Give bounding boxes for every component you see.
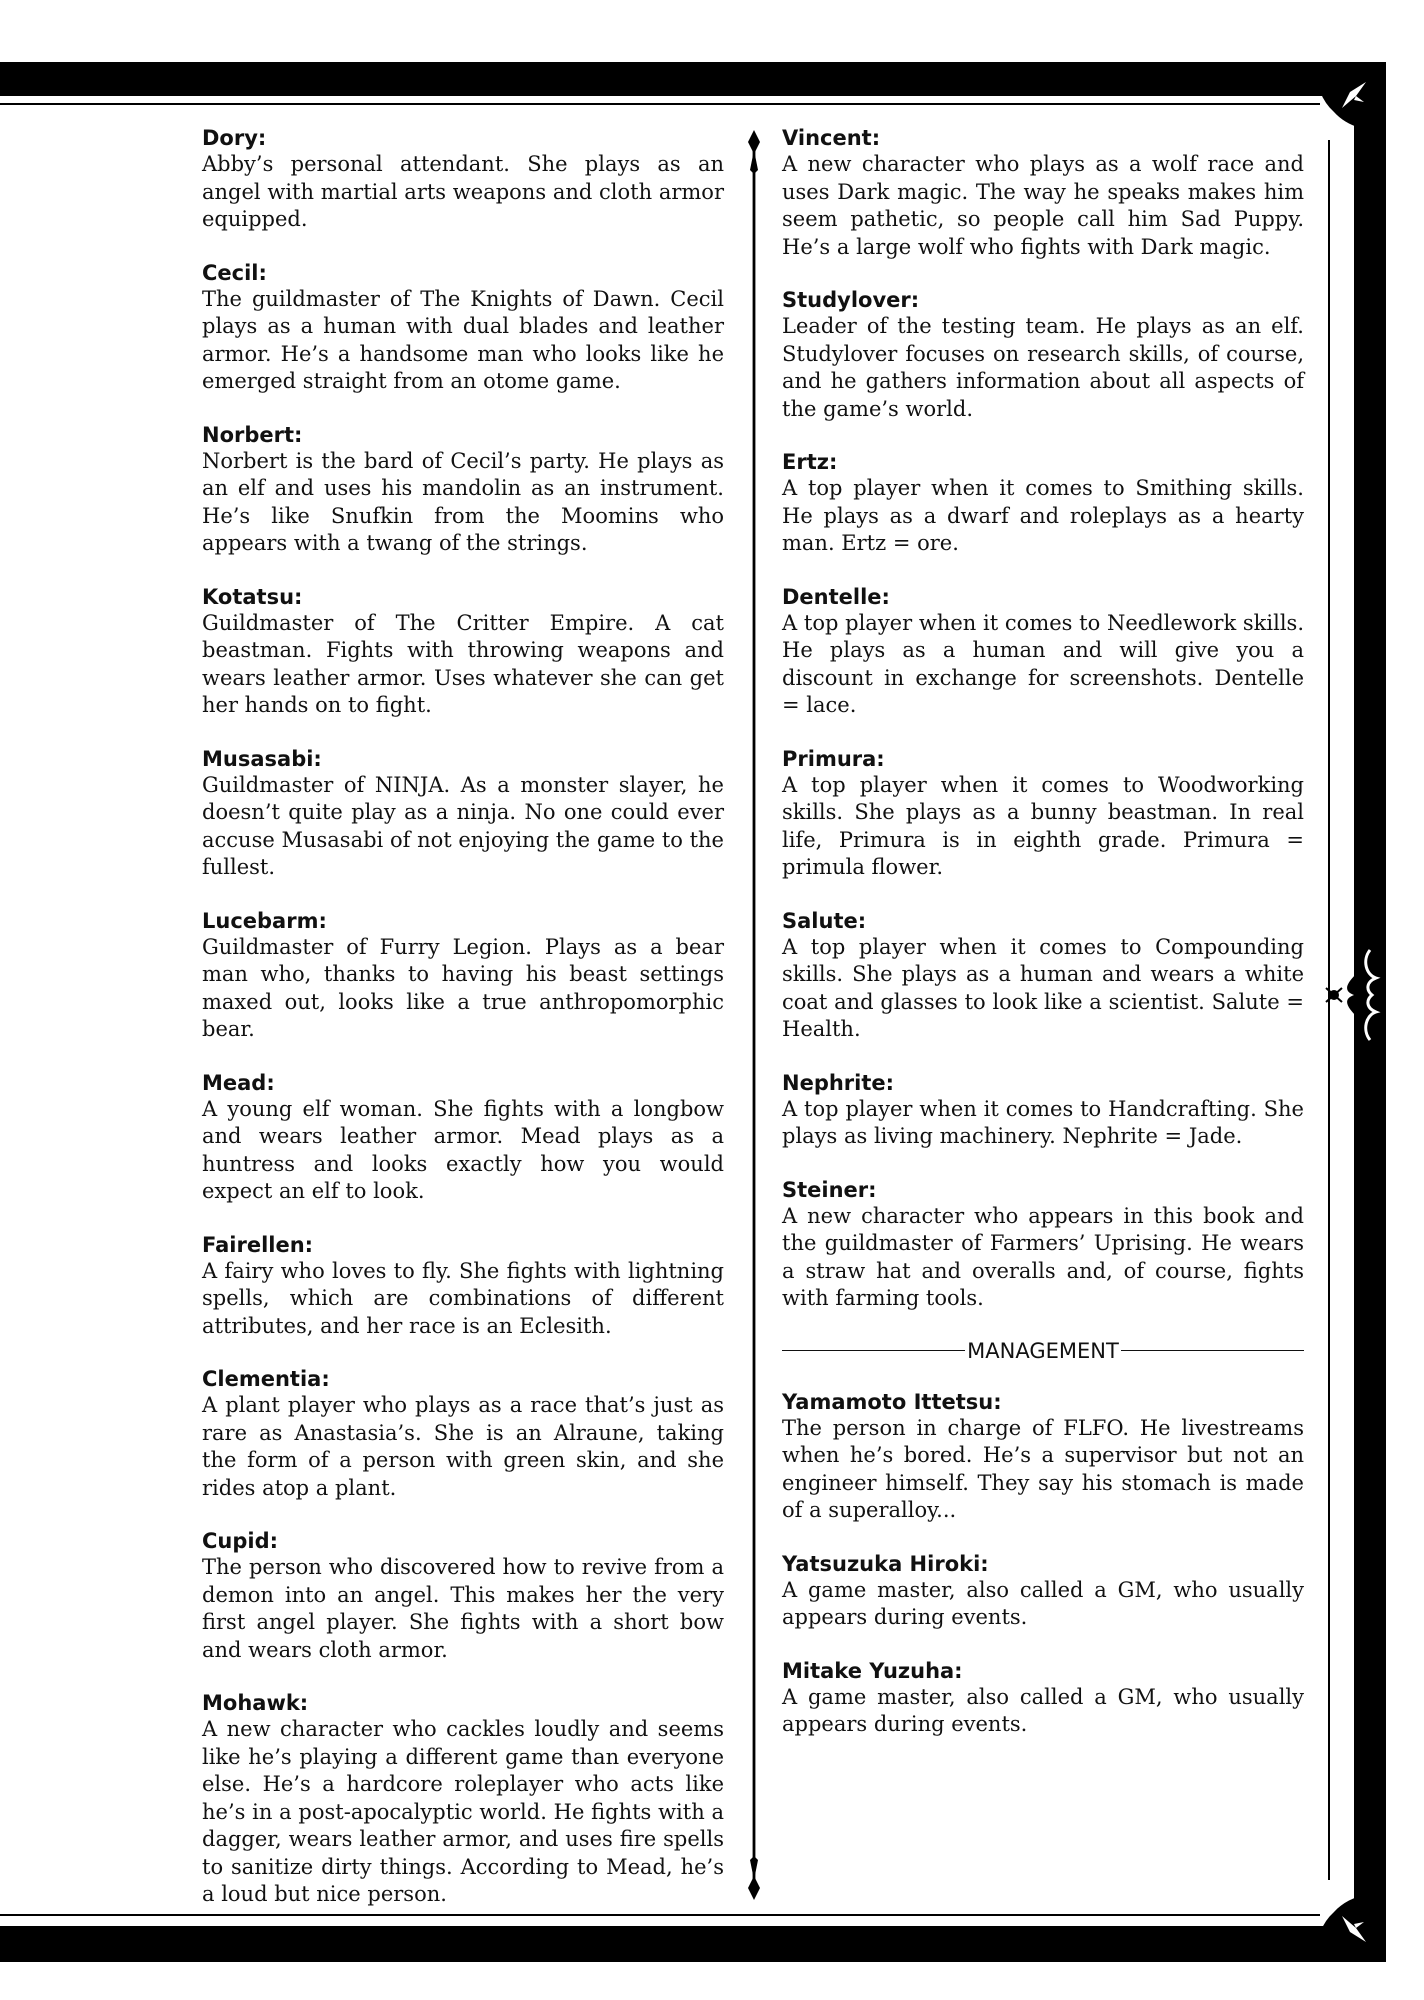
character-entry <box>782 746 1304 882</box>
character-name: Studylover: <box>782 288 920 312</box>
character-description: Abby’s personal attendant. She plays as an angel with martial arts weapons and cloth armor equipped. <box>202 152 724 231</box>
character-entry <box>202 584 724 720</box>
top-border-band <box>0 62 1386 96</box>
character-description: The guildmaster of The Knights of Dawn. Cecil plays as a human with dual blades and leather armor. He’s a handsome man who looks like he emerged straight from an otome game. <box>202 286 724 393</box>
character-description: A plant player who plays as a race that’s just as rare as Anastasia’s. She is an Alraune, taking the form of a person with green skin, and she rides atop a plant. <box>202 1393 724 1500</box>
character-entry <box>782 449 1304 558</box>
character-description: A top player when it comes to Woodworking skills. She plays as a bunny beastman. In real life, Primura is in eighth grade. Primura = primula flower. <box>782 772 1304 879</box>
character-entry <box>202 125 724 234</box>
character-entry <box>782 287 1304 423</box>
column-divider <box>744 130 764 1900</box>
character-name: Nephrite: <box>782 1070 895 1095</box>
character-description: Guildmaster of NINJA. As a monster slayer, he doesn’t quite play as a ninja. No one could ever accuse Musasabi of not enjoying the game to the fullest. <box>202 772 724 879</box>
staff-name: Mitake Yuzuha: <box>782 1658 963 1683</box>
side-flourish-icon <box>1320 920 1386 1070</box>
character-name: Norbert: <box>202 422 303 447</box>
staff-description: A game master, also called a GM, who usually appears during events. <box>782 1684 1304 1736</box>
character-entry <box>202 1232 724 1341</box>
character-name: Fairellen: <box>202 1232 314 1257</box>
character-entry <box>202 1070 724 1206</box>
character-entry <box>782 1177 1304 1313</box>
character-name: Lucebarm: <box>202 908 327 933</box>
character-description: A top player when it comes to Handcrafting. She plays as living machinery. Nephrite = Jade. <box>782 1096 1304 1148</box>
character-name: Ertz: <box>782 450 838 474</box>
heading-rule-left <box>782 1350 965 1352</box>
right-column <box>782 125 1304 1765</box>
character-name: Mohawk: <box>202 1691 309 1715</box>
character-name: Cecil: <box>202 260 267 285</box>
character-entry <box>782 908 1304 1044</box>
character-entry <box>782 125 1304 261</box>
character-description: A new character who plays as a wolf race and uses Dark magic. The way he speaks makes him seem pathetic, so people call him Sad Puppy. He’s a large wolf who fights with Dark magic. <box>782 152 1304 259</box>
character-name: Mead: <box>202 1070 275 1095</box>
staff-entry <box>782 1389 1304 1525</box>
character-description: A new character who cackles loudly and seems like he’s playing a different game than everyone else. He’s a hardcore roleplayer who acts like he’s in a post-apocalyptic world. He fights with a dagger, wears leather armor, and uses fire spells to sanitize dirty things. According to Mead, he’s a loud but nice person. <box>202 1717 724 1906</box>
character-description: A young elf woman. She fights with a longbow and wears leather armor. Mead plays as a huntress and looks exactly how you would expect an elf to look. <box>202 1096 724 1203</box>
heading-rule-right <box>1121 1350 1304 1352</box>
staff-name: Yatsuzuka Hiroki: <box>782 1551 989 1576</box>
character-name: Dory: <box>202 126 267 150</box>
management-section-heading <box>782 1339 1304 1363</box>
character-name: Cupid: <box>202 1529 279 1553</box>
character-description: A top player when it comes to Smithing skills. He plays as a dwarf and roleplays as a hearty man. Ertz = ore. <box>782 476 1304 555</box>
character-entry <box>202 908 724 1044</box>
character-description: Norbert is the bard of Cecil’s party. He plays as an elf and uses his mandolin as an instrument. He’s like Snufkin from the Moomins who appears with a twang of the strings. <box>202 448 724 555</box>
corner-ornament-icon <box>1314 62 1384 132</box>
character-entry <box>202 422 724 558</box>
character-description: A top player when it comes to Needlework skills. He plays as a human and will give you a discount in exchange for screenshots. Dentelle = lace. <box>782 610 1304 717</box>
corner-ornament-icon <box>1314 1892 1384 1962</box>
character-name: Salute: <box>782 908 867 933</box>
character-name: Clementia: <box>202 1367 330 1391</box>
character-description: A new character who appears in this book and the guildmaster of Farmers’ Uprising. He wears a straw hat and overalls and, of course, fights with farming tools. <box>782 1203 1304 1310</box>
staff-entry <box>782 1551 1304 1632</box>
character-entry <box>202 1366 724 1502</box>
top-border-rule <box>0 103 1320 105</box>
character-entry <box>202 260 724 396</box>
character-name: Kotatsu: <box>202 584 303 609</box>
staff-description: A game master, also called a GM, who usually appears during events. <box>782 1577 1304 1629</box>
character-description: Guildmaster of Furry Legion. Plays as a bear man who, thanks to having his beast settings maxed out, looks like a true anthropomorphic bear. <box>202 934 724 1041</box>
character-description: The person who discovered how to revive from a demon into an angel. This makes her the very first angel player. She fights with a short bow and wears cloth armor. <box>202 1555 724 1662</box>
character-entry <box>782 584 1304 720</box>
character-entry <box>202 1528 724 1664</box>
staff-name: Yamamoto Ittetsu: <box>782 1389 1002 1414</box>
character-entry <box>202 1690 724 1909</box>
character-name: Dentelle: <box>782 584 890 609</box>
character-entry <box>202 746 724 882</box>
character-name: Musasabi: <box>202 746 322 771</box>
character-entry <box>782 1070 1304 1151</box>
character-description: Leader of the testing team. He plays as an elf. Studylover focuses on research skills, of course, and he gathers information about all aspects of the game’s world. <box>782 314 1304 421</box>
staff-entry <box>782 1658 1304 1739</box>
staff-description: The person in charge of FLFO. He livestreams when he’s bored. He’s a supervisor but not an engineer himself. They say his stomach is made of a superalloy... <box>782 1415 1304 1522</box>
character-name: Vincent: <box>782 126 881 150</box>
character-description: A fairy who loves to fly. She fights with lightning spells, which are combinations of different attributes, and her race is an Eclesith. <box>202 1258 724 1338</box>
management-heading-label: MANAGEMENT <box>967 1338 1119 1363</box>
character-description: Guildmaster of The Critter Empire. A cat beastman. Fights with throwing weapons and wears leather armor. Uses whatever she can get her hands on to fight. <box>202 610 724 717</box>
character-name: Primura: <box>782 746 885 771</box>
left-column <box>202 125 724 1935</box>
character-name: Steiner: <box>782 1177 877 1202</box>
character-description: A top player when it comes to Compounding skills. She plays as a human and wears a white coat and glasses to look like a scientist. Salute = Health. <box>782 934 1304 1041</box>
